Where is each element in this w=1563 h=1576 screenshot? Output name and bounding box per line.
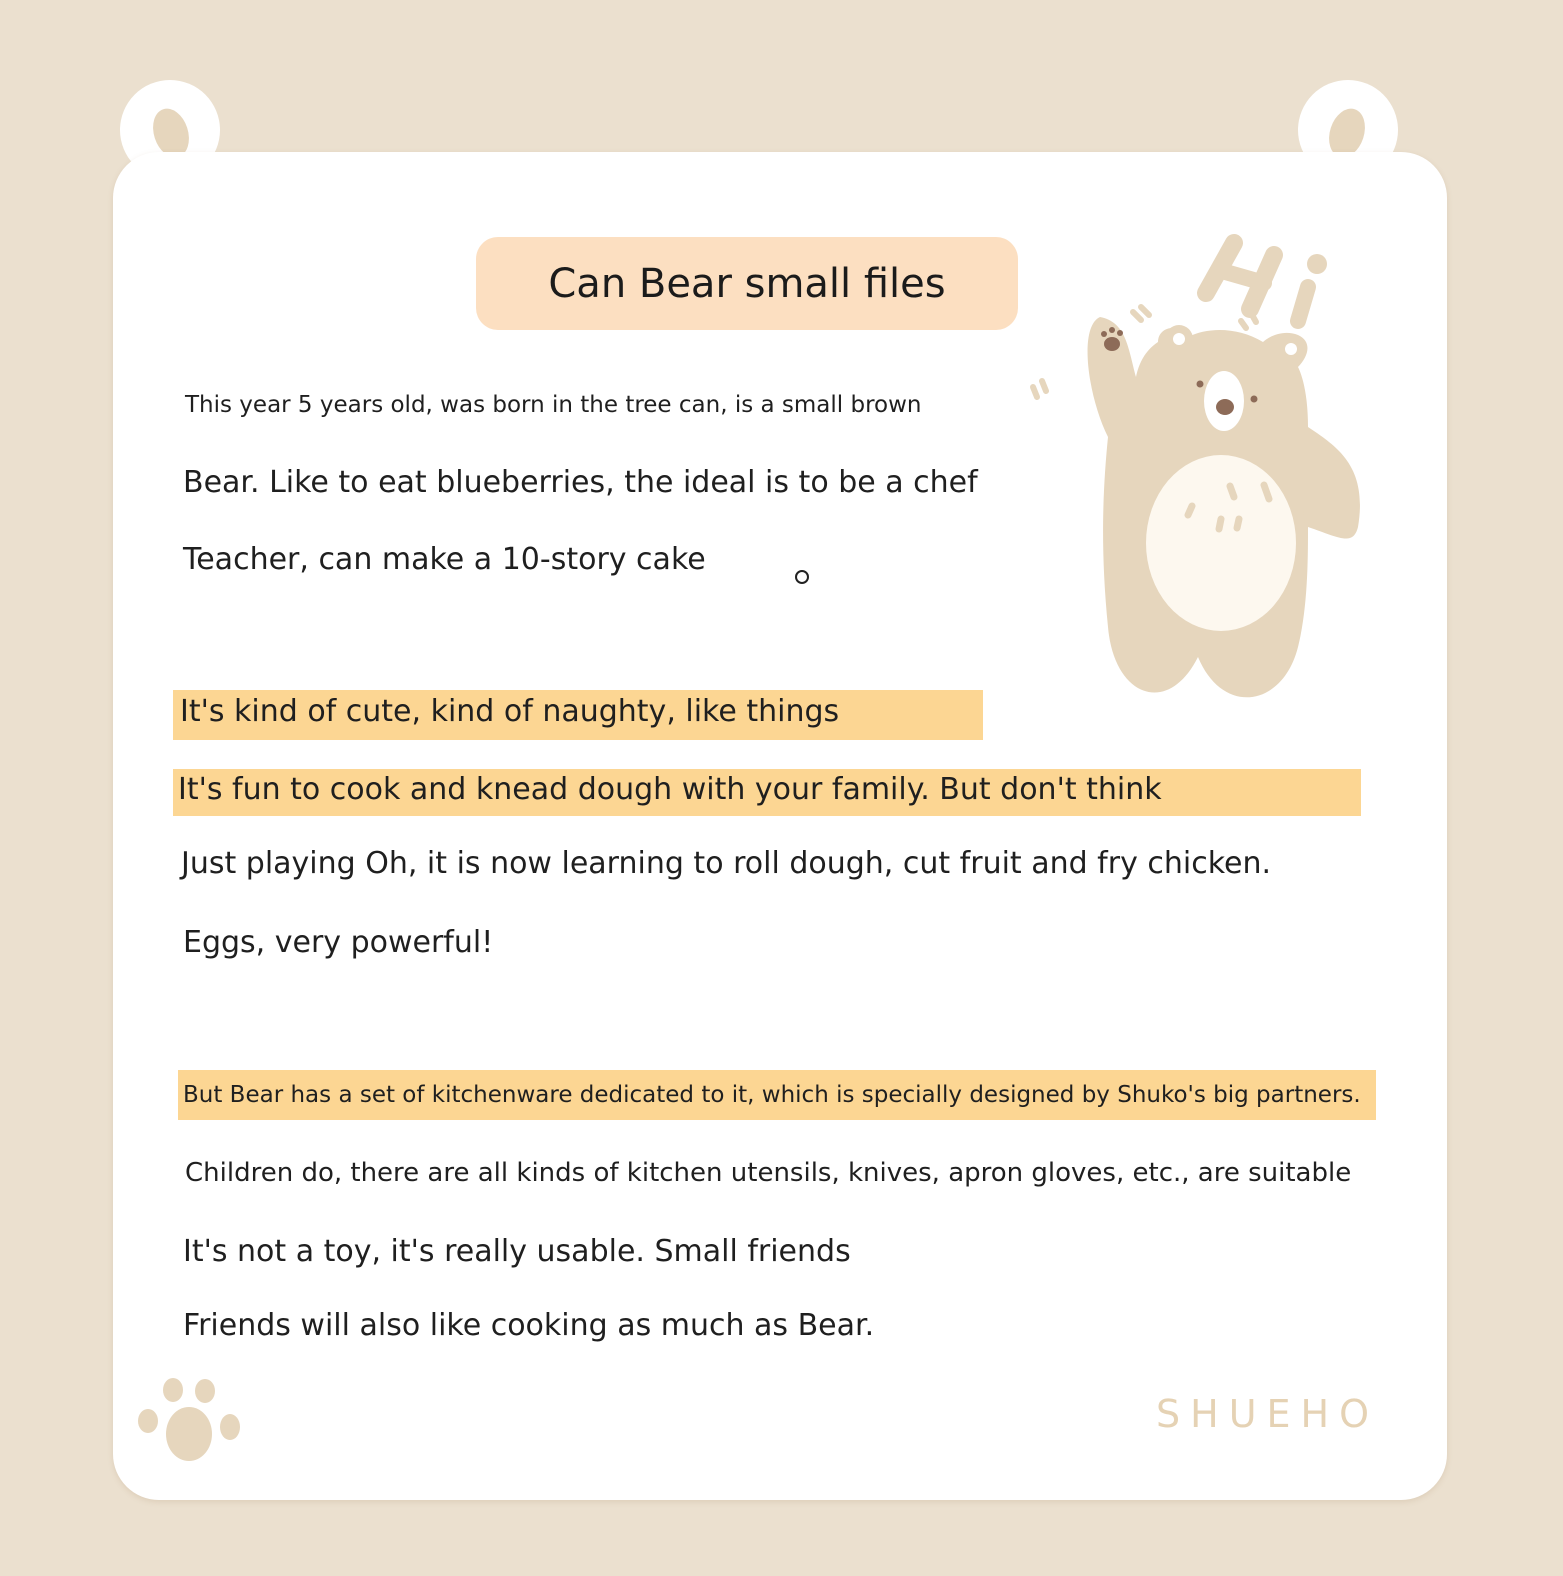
personality-line-1: It's kind of cute, kind of naughty, like things bbox=[180, 694, 840, 729]
personality-line-4: Eggs, very powerful! bbox=[183, 925, 494, 960]
personality-line-3: Just playing Oh, it is now learning to roll dough, cut fruit and fry chicken. bbox=[181, 846, 1272, 881]
page-title bbox=[476, 237, 1018, 330]
kitchen-line-4: Friends will also like cooking as much as Bear. bbox=[183, 1308, 875, 1343]
intro-line-2: Bear. Like to eat blueberries, the ideal is to be a chef bbox=[183, 465, 978, 500]
intro-line-3: Teacher, can make a 10-story cake bbox=[183, 542, 706, 577]
kitchen-line-2: Children do, there are all kinds of kitchen utensils, knives, apron gloves, etc., are suitable bbox=[185, 1158, 1352, 1188]
small-circle-mark bbox=[795, 570, 809, 584]
paw-print-icon bbox=[133, 1374, 243, 1469]
intro-line-1: This year 5 years old, was born in the tree can, is a small brown bbox=[185, 392, 922, 418]
personality-line-2: It's fun to cook and knead dough with your family. But don't think bbox=[178, 772, 1162, 807]
title-text: Can Bear small files bbox=[548, 260, 946, 307]
kitchen-line-1: But Bear has a set of kitchenware dedicated to it, which is specially designed by Shuko's big partners. bbox=[183, 1082, 1361, 1108]
brand-logo: SHUEHO bbox=[1156, 1392, 1380, 1436]
hi-lettering bbox=[1206, 243, 1327, 321]
waving-bear-icon bbox=[1008, 227, 1388, 727]
profile-card bbox=[113, 152, 1447, 1500]
kitchen-line-3: It's not a toy, it's really usable. Small friends bbox=[183, 1234, 851, 1269]
